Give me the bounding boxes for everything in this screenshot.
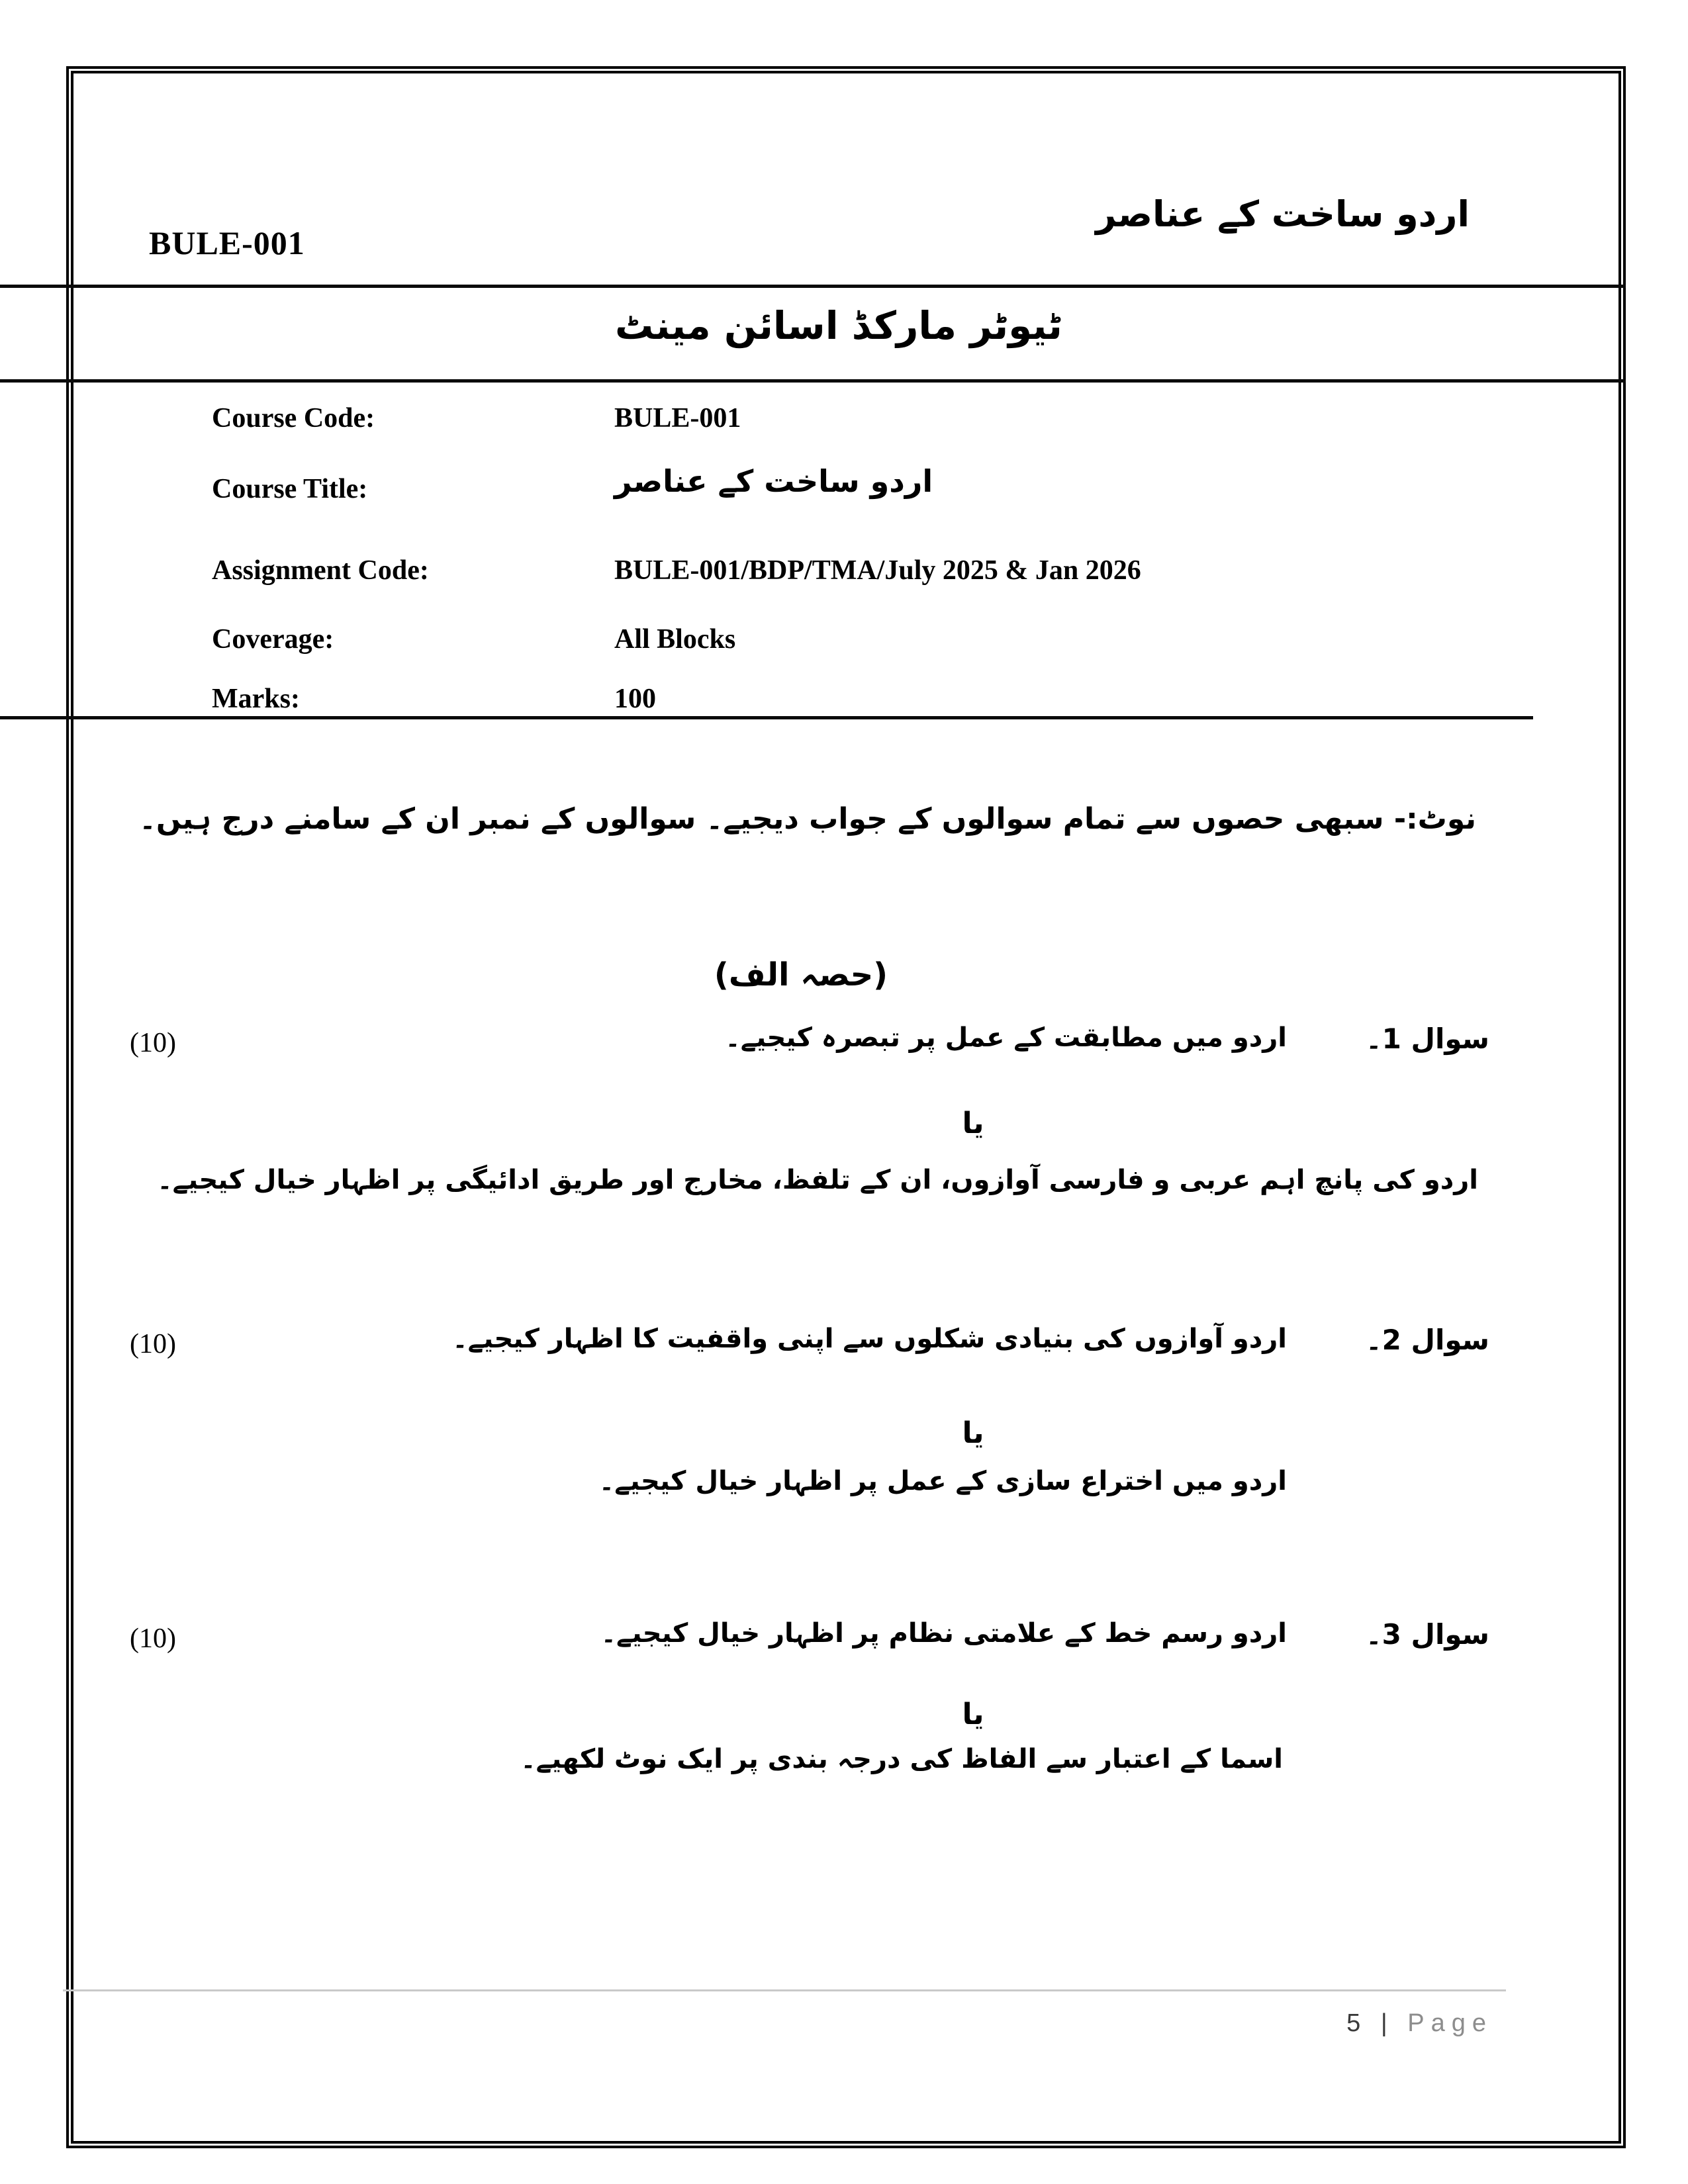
- detail-label-assignment-code: Assignment Code:: [212, 555, 429, 586]
- footer-page-label: Page: [1407, 2009, 1493, 2037]
- detail-value-course-title: اردو ساخت کے عناصر: [614, 463, 933, 499]
- course-title-header-urdu: اردو ساخت کے عناصر: [1096, 193, 1470, 235]
- question-1-marks: (10): [130, 1028, 176, 1058]
- detail-value-coverage: All Blocks: [614, 624, 736, 655]
- detail-value-marks: 100: [614, 684, 656, 714]
- question-2-alt-text: اردو میں اختراع سازی کے عمل پر اظہار خیال کیجیے۔: [598, 1466, 1287, 1496]
- question-3-number: سوال 3۔: [1366, 1618, 1489, 1651]
- question-1-or-label: یا: [962, 1107, 984, 1140]
- question-2-text: اردو آوازوں کی بنیادی شکلوں سے اپنی واقفیت کا اظہار کیجیے۔: [452, 1324, 1287, 1354]
- question-2-marks: (10): [130, 1329, 176, 1359]
- question-3-text: اردو رسم خط کے علامتی نظام پر اظہار خیال کیجیے۔: [600, 1618, 1287, 1649]
- detail-label-marks: Marks:: [212, 684, 300, 714]
- question-2-number: سوال 2۔: [1366, 1324, 1489, 1356]
- section-heading-part-a: (حصہ الف): [714, 956, 888, 993]
- detail-label-course-title: Course Title:: [212, 474, 368, 504]
- footer-page-indicator: [1346, 2009, 1493, 2038]
- footer-page-number: 5: [1346, 2009, 1368, 2037]
- header-rule: [0, 285, 1626, 288]
- footer-rule: [63, 1989, 1506, 1991]
- instructions-note: نوٹ:- سبھی حصوں سے تمام سوالوں کے جواب دیجیے۔ سوالوں کے نمبر ان کے سامنے درج ہیں۔: [139, 802, 1476, 836]
- detail-value-assignment-code: BULE-001/BDP/TMA/July 2025 & Jan 2026: [614, 555, 1141, 586]
- question-1-text: اردو میں مطابقت کے عمل پر تبصرہ کیجیے۔: [725, 1023, 1287, 1053]
- question-3-alt-text: اسما کے اعتبار سے الفاظ کی درجہ بندی پر ایک نوٹ لکھیے۔: [520, 1744, 1283, 1774]
- question-1-alt-text: اردو کی پانچ اہم عربی و فارسی آوازوں، ان کے تلفظ، مخارج اور طریق ادائیگی پر اظہار خیال کیجیے۔: [157, 1165, 1478, 1195]
- details-rule: [0, 716, 1533, 719]
- question-2-or-label: یا: [962, 1416, 984, 1450]
- assignment-title: ٹیوٹر مارکڈ اسائن مینٹ: [615, 303, 1062, 348]
- detail-label-coverage: Coverage:: [212, 624, 334, 655]
- question-1-number: سوال 1۔: [1366, 1023, 1489, 1055]
- footer-separator: |: [1380, 2009, 1394, 2037]
- title-rule: [0, 379, 1626, 383]
- course-code-header: BULE-001: [149, 224, 305, 261]
- question-3-marks: (10): [130, 1623, 176, 1654]
- detail-label-course-code: Course Code:: [212, 403, 375, 433]
- question-3-or-label: یا: [962, 1698, 984, 1731]
- detail-value-course-code: BULE-001: [614, 403, 741, 433]
